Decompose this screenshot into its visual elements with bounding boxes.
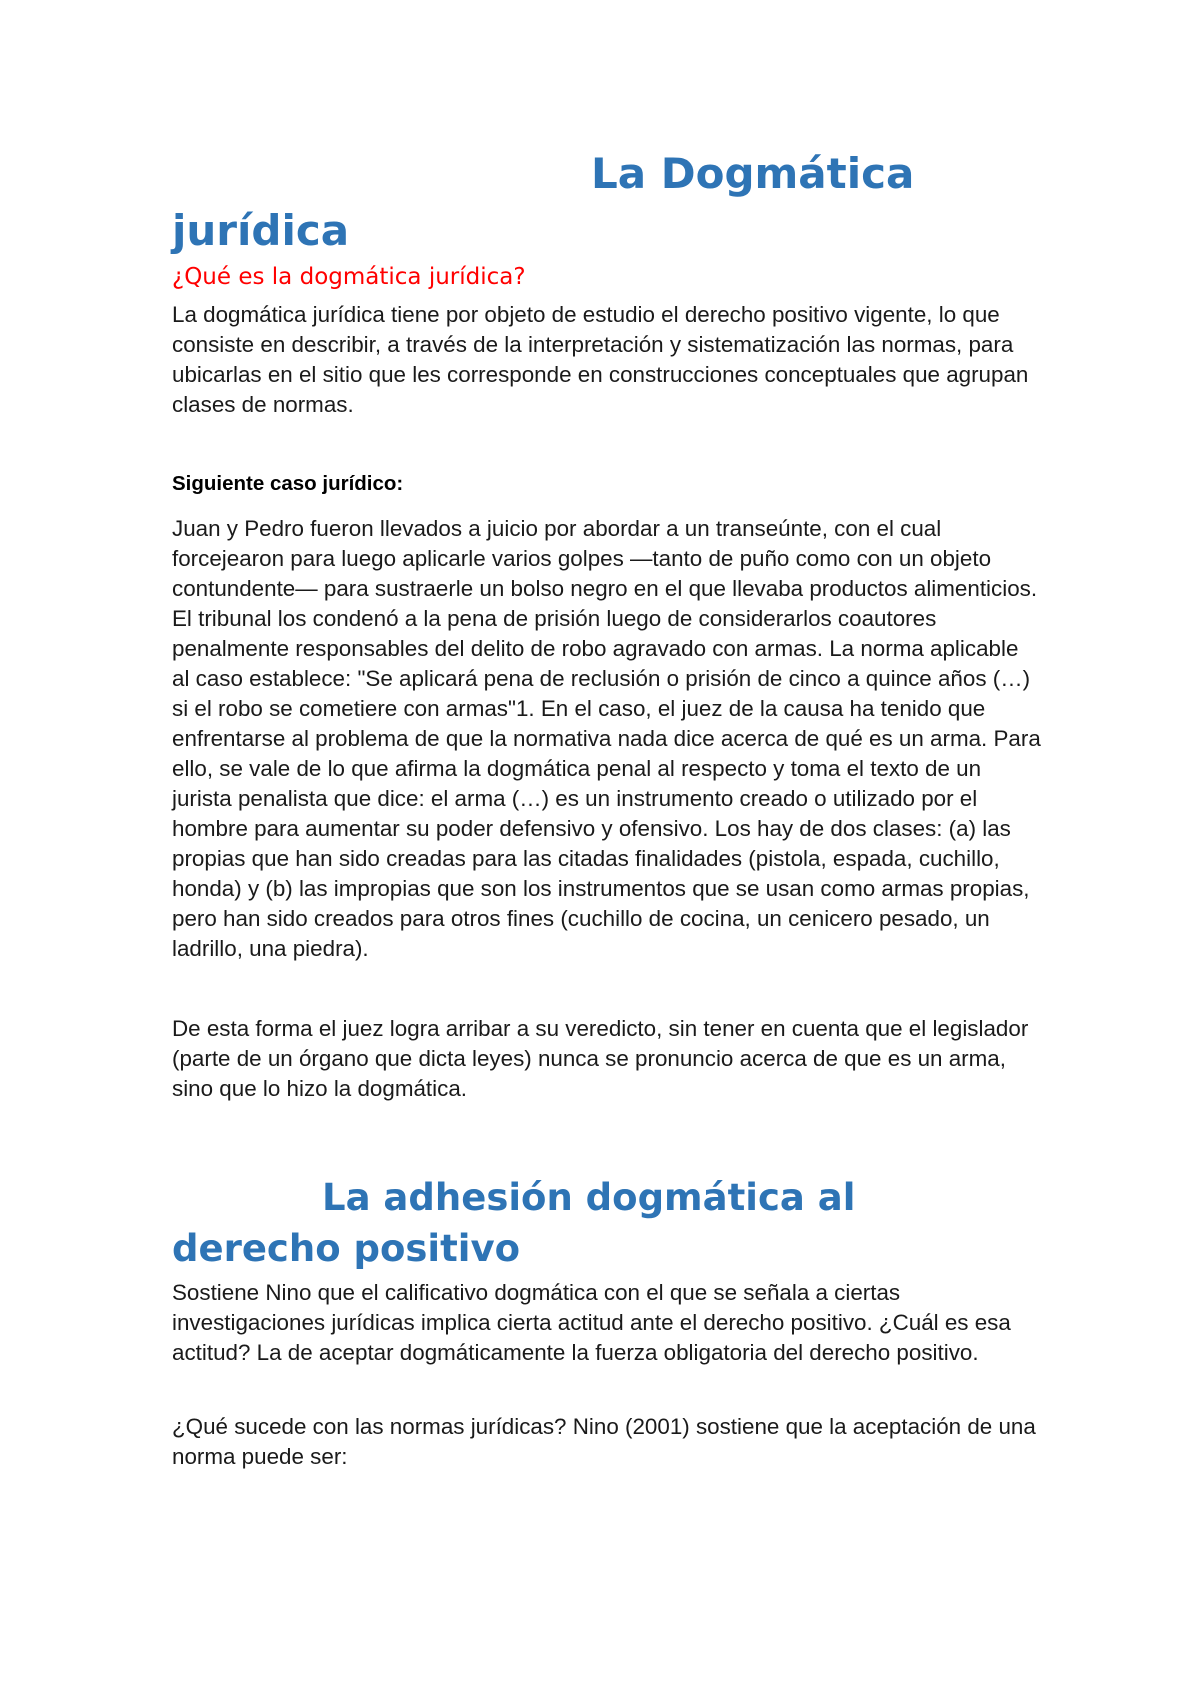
document-title: La Dogmática jurídica [172,149,915,255]
nino-paragraph: Sostiene Nino que el calificativo dogmática con el que se señala a ciertas investigaciones jurídicas implica cierta actitud ante el derecho positivo. ¿Cuál es esa actitud? La de aceptar dogmáticamente la fuerza obligatoria del derecho positivo. [172,1280,1011,1365]
section-heading-adhesion: La adhesión dogmática al derecho positivo [172,1176,856,1270]
case-label: Siguiente caso jurídico: [172,472,404,495]
norms-paragraph: ¿Qué sucede con las normas jurídicas? Nino (2001) sostiene que la aceptación de una norma puede ser: [172,1414,1036,1469]
intro-paragraph: La dogmática jurídica tiene por objeto de estudio el derecho positivo vigente, lo que consiste en describir, a través de la interpretación y sistematización las normas, para ubicarlas en el sitio que les corresponde en construcciones conceptuales que agrupan clases de normas. [172,302,1029,417]
question-heading: ¿Qué es la dogmática jurídica? [172,264,526,290]
conclusion-paragraph: De esta forma el juez logra arribar a su veredicto, sin tener en cuenta que el legislador (parte de un órgano que dicta leyes) nunca se pronuncio acerca de que es un arma, sino que lo hizo la dogmática. [172,1016,1029,1101]
case-paragraph: Juan y Pedro fueron llevados a juicio por abordar a un transeúnte, con el cual forcejearon para luego aplicarle varios golpes —tanto de puño como con un objeto contundente— para sustraerle un bolso negro en el que llevaba productos alimenticios. El tribunal los condenó a la pena de prisión luego de considerarlos coautores penalmente responsables del delito de robo agravado con armas. La norma aplicable al caso establece: "Se aplicará pena de reclusión o prisión de cinco a quince años (…) si el robo se cometiere con armas"1. En el caso, el juez de la causa ha tenido que enfrentarse al problema de que la normativa nada dice acerca de qué es un arma. Para ello, se vale de lo que afirma la dogmática penal al respecto y toma el texto de un jurista penalista que dice: el arma (…) es un instrumento creado o utilizado por el hombre para aumentar su poder defensivo y ofensivo. Los hay de dos clases: (a) las propias que han sido creadas para las citadas finalidades (pistola, espada, cuchillo, honda) y (b) las impropias que son los instrumentos que se usan como armas propias, pero han sido creados para otros fines (cuchillo de cocina, un cenicero pesado, un ladrillo, una piedra). [172,516,1041,961]
